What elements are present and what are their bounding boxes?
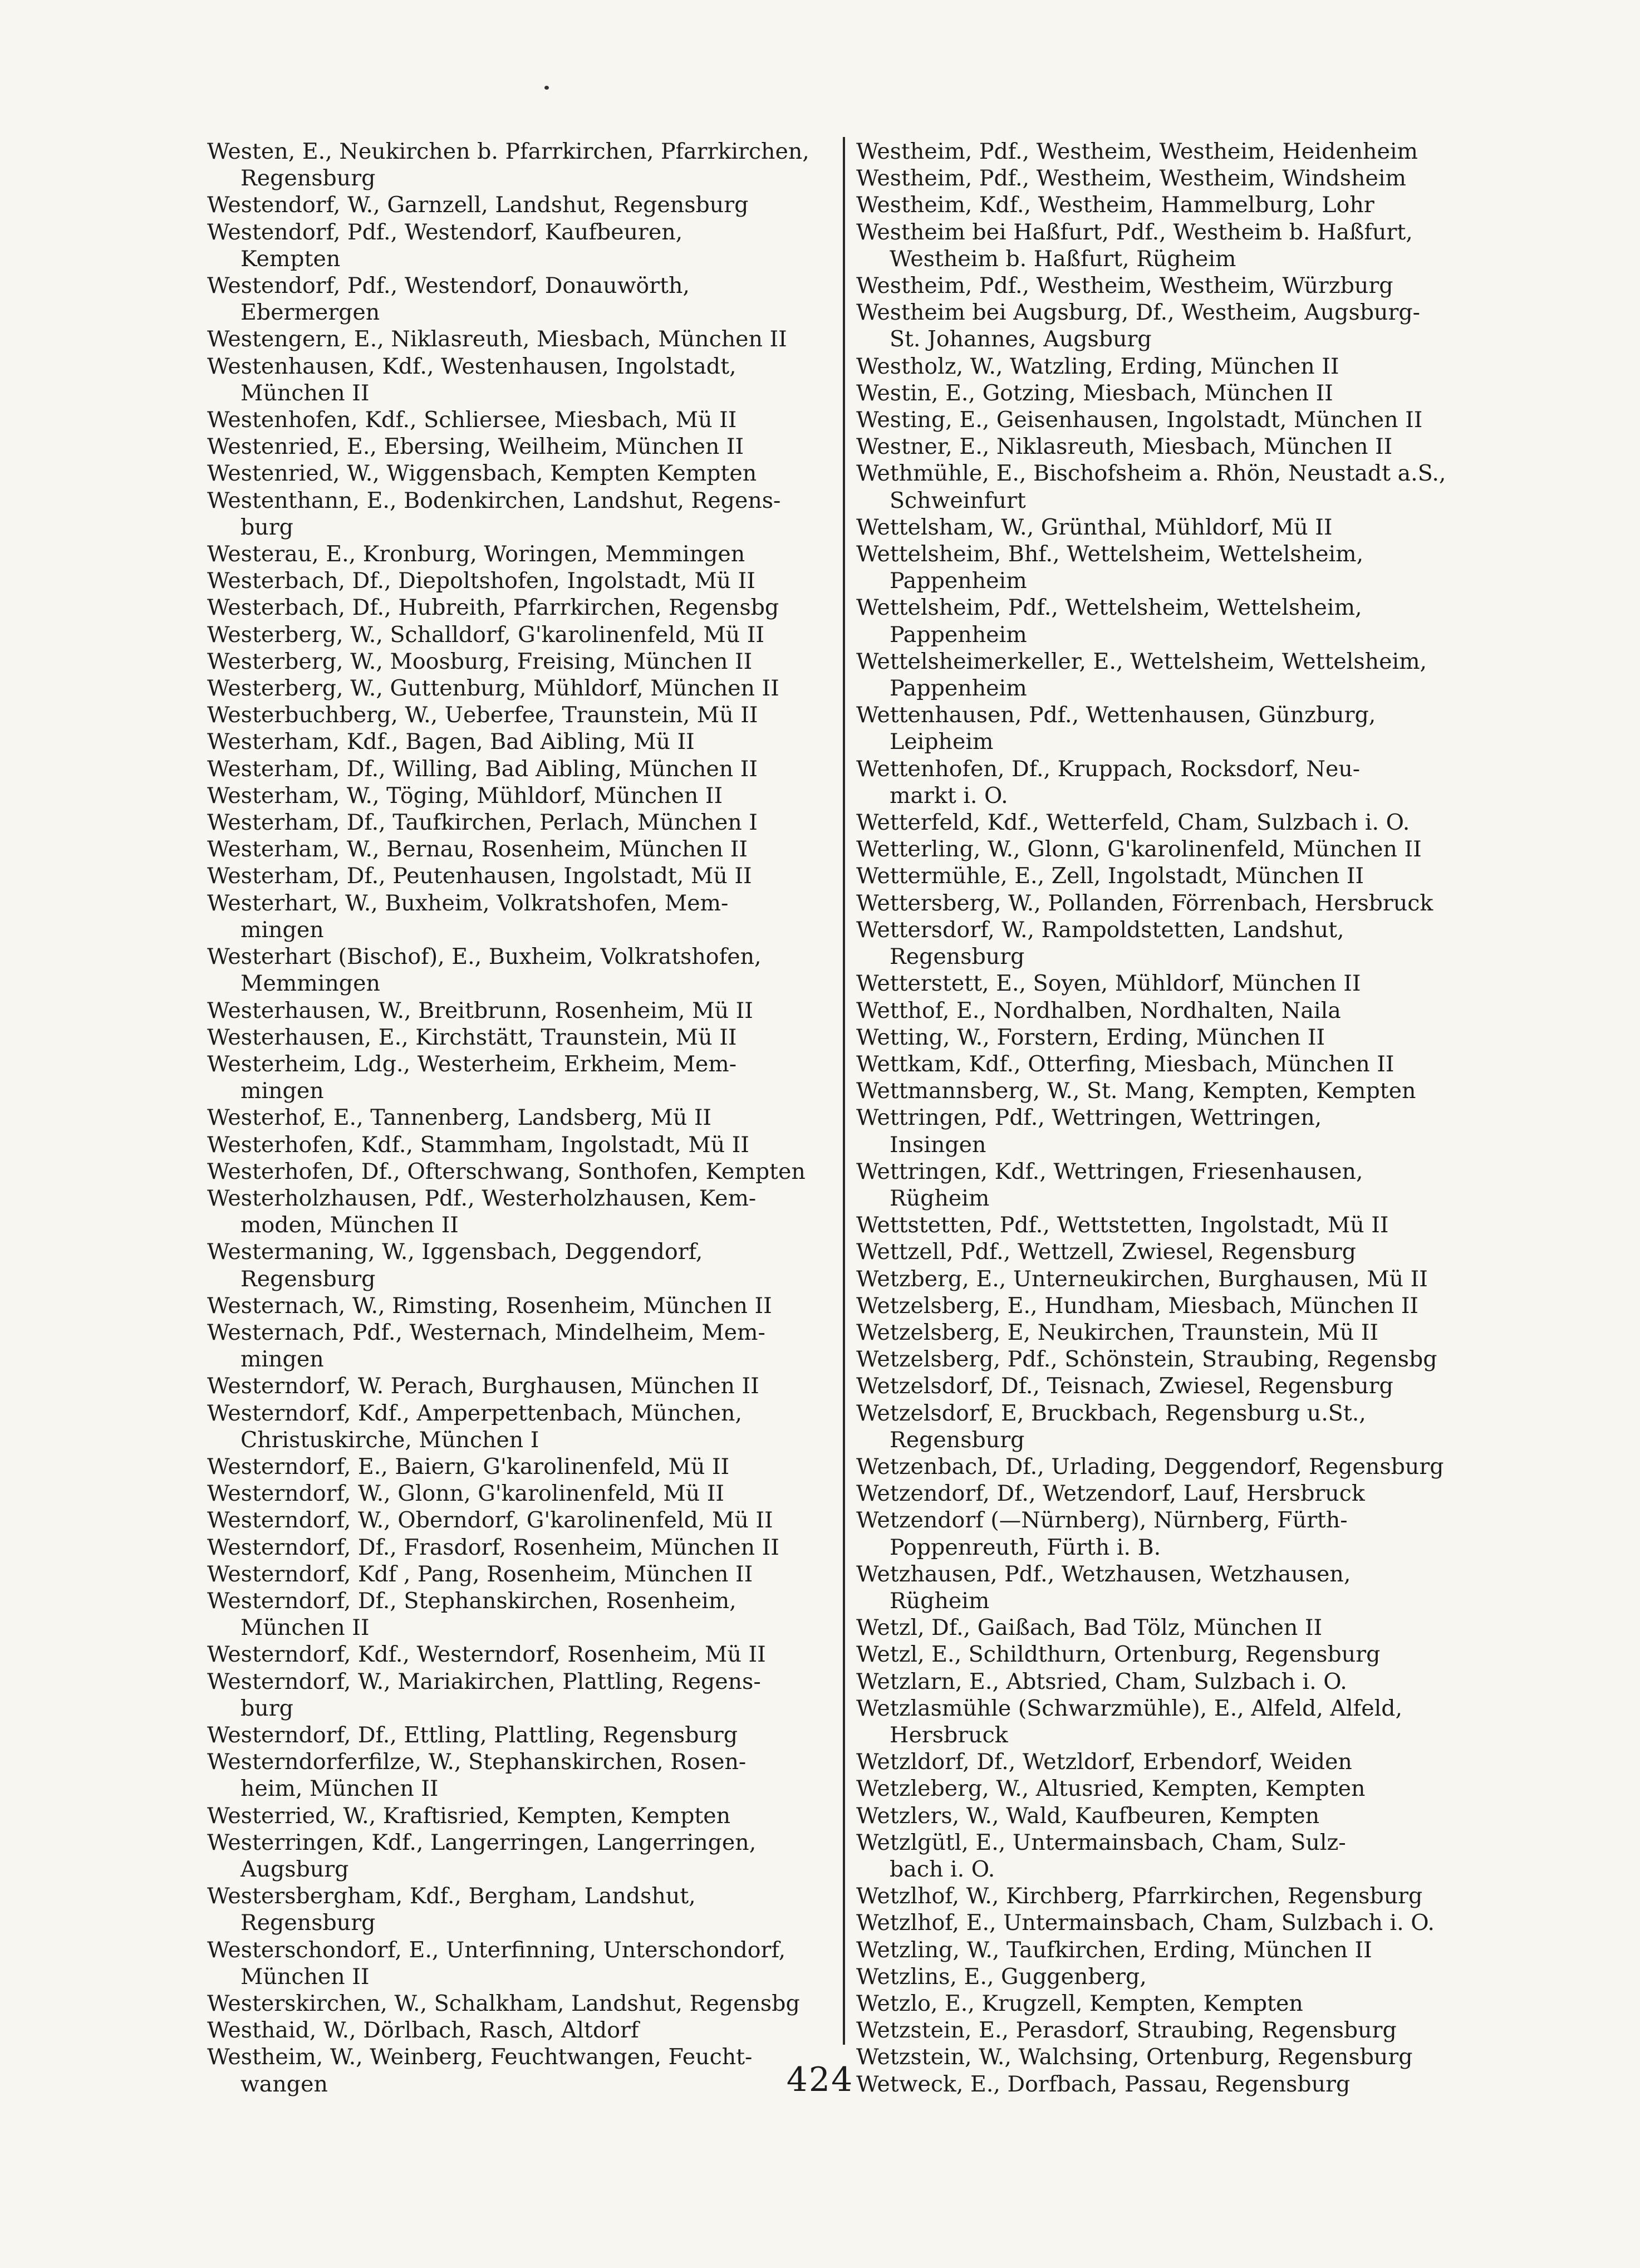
- gazetteer-entry: [207, 192, 809, 218]
- entry-text: Wetzenbach, Df., Urlading, Deggendorf, Regensburg: [856, 1453, 1444, 1480]
- entry-text: Wetzberg, E., Unterneukirchen, Burghausen, Mü II: [856, 1266, 1428, 1292]
- gazetteer-entry: [207, 1238, 809, 1292]
- entry-text: Wetzelsberg, Pdf., Schönstein, Straubing, Regensbg: [856, 1346, 1437, 1373]
- gazetteer-entry: [207, 460, 809, 487]
- gazetteer-entry: [856, 2017, 1446, 2044]
- gazetteer-entry: [856, 138, 1446, 165]
- entry-text: Westerhofen, Df., Ofterschwang, Sonthofen, Kempten: [207, 1158, 806, 1184]
- entry-text: Wetzling, W., Taufkirchen, Erding, München II: [856, 1937, 1372, 1963]
- gazetteer-entry: [856, 1668, 1446, 1695]
- gazetteer-entry: [856, 1883, 1446, 1909]
- gazetteer-entry: [856, 433, 1446, 460]
- entry-text: Westendorf, Pdf., Westendorf, Donauwörth,: [207, 273, 690, 299]
- entry-text: Wetting, W., Forstern, Erding, München II: [856, 1024, 1325, 1050]
- entry-text: Wetzelsberg, E., Hundham, Miesbach, München II: [856, 1292, 1419, 1319]
- entry-text: Wetterstett, E., Soyen, Mühldorf, München II: [856, 971, 1361, 997]
- gazetteer-entry: [856, 1373, 1446, 1399]
- gazetteer-entry: [856, 192, 1446, 218]
- gazetteer-entry: [207, 353, 809, 406]
- gazetteer-entry: [856, 1238, 1446, 1265]
- entry-text: Westerschondorf, E., Unterfinning, Unterschondorf,: [207, 1937, 786, 1963]
- column-divider: [843, 137, 845, 2045]
- gazetteer-entry: [856, 1077, 1446, 1104]
- entry-text: Westhaid, W., Dörlbach, Rasch, Altdorf: [207, 2017, 639, 2044]
- entry-text: Wettzell, Pdf., Wettzell, Zwiesel, Regensburg: [856, 1239, 1356, 1265]
- gazetteer-entry: [207, 1480, 809, 1507]
- entry-text: Westerndorf, Df., Stephanskirchen, Rosenheim,: [207, 1588, 736, 1614]
- gazetteer-entry: [207, 1158, 809, 1185]
- entry-text: Westerham, Kdf., Bagen, Bad Aibling, Mü II: [207, 729, 695, 755]
- entry-text: Westerndorf, W. Perach, Burghausen, München II: [207, 1373, 759, 1399]
- gazetteer-entry: [856, 1346, 1446, 1373]
- entry-text: Wetzendorf (—Nürnberg), Nürnberg, Fürth-: [856, 1507, 1348, 1534]
- gazetteer-entry: [207, 541, 809, 567]
- gazetteer-entry: [207, 433, 809, 460]
- entry-text: Westerndorferfilze, W., Stephanskirchen, Rosen-: [207, 1749, 747, 1775]
- gazetteer-entry: [207, 997, 809, 1024]
- entry-text: Wettringen, Kdf., Wettringen, Friesenhausen,: [856, 1158, 1363, 1184]
- gazetteer-entry: [207, 272, 809, 326]
- entry-text: Westerau, E., Kronburg, Woringen, Memmingen: [207, 541, 745, 567]
- entry-text: Westerndorf, E., Baiern, G'karolinenfeld, Mü II: [207, 1453, 730, 1480]
- gazetteer-entry: [856, 1266, 1446, 1292]
- gazetteer-entry: [856, 514, 1446, 541]
- entry-continuation: moden, München II: [240, 1212, 459, 1238]
- entry-text: Wetzendorf, Df., Wetzendorf, Lauf, Hersbruck: [856, 1481, 1365, 1507]
- entry-text: Westenhausen, Kdf., Westenhausen, Ingolstadt,: [207, 353, 736, 379]
- entry-text: Westholz, W., Watzling, Erding, München II: [856, 353, 1339, 379]
- entry-text: Wetzlasmühle (Schwarzmühle), E., Alfeld, Alfeld,: [856, 1695, 1403, 1721]
- entry-text: Westengern, E., Niklasreuth, Miesbach, München II: [207, 326, 787, 352]
- entry-text: Westerskirchen, W., Schalkham, Landshut, Regensbg: [207, 1991, 800, 2017]
- entry-text: Wetweck, E., Dorfbach, Passau, Regensburg: [856, 2071, 1351, 2097]
- entry-text: Westerndorf, W., Glonn, G'karolinenfeld, Mü II: [207, 1481, 724, 1507]
- entry-continuation: Regensburg: [240, 1266, 376, 1292]
- right-column: [856, 138, 1446, 2098]
- gazetteer-entry: [207, 1937, 809, 1990]
- gazetteer-entry: [856, 1051, 1446, 1077]
- gazetteer-entry: [856, 1400, 1446, 1453]
- entry-text: Wettstetten, Pdf., Wettstetten, Ingolstadt, Mü II: [856, 1212, 1389, 1238]
- entry-text: Westendorf, Pdf., Westendorf, Kaufbeuren,: [207, 219, 683, 245]
- entry-text: Wetzlins, E., Guggenberg,: [856, 1963, 1147, 1990]
- entry-text: Westenhofen, Kdf., Schliersee, Miesbach, Mü II: [207, 407, 737, 433]
- entry-continuation: Ebermergen: [240, 300, 380, 326]
- entry-text: Westerndorf, Kdf., Westerndorf, Rosenheim, Mü II: [207, 1642, 766, 1668]
- entry-text: Westermaning, W., Iggensbach, Deggendorf,: [207, 1239, 703, 1265]
- entry-continuation: bach i. O.: [890, 1856, 995, 1882]
- entry-continuation: Regensburg: [240, 165, 376, 192]
- gazetteer-entry: [856, 594, 1446, 648]
- gazetteer-entry: [856, 380, 1446, 406]
- entry-text: Wettenhausen, Pdf., Wettenhausen, Günzburg,: [856, 702, 1376, 728]
- gazetteer-entry: [207, 1319, 809, 1373]
- gazetteer-entry: [856, 541, 1446, 594]
- entry-text: Westerhart, W., Buxheim, Volkratshofen, Mem-: [207, 890, 729, 916]
- entry-text: Westerham, Df., Peutenhausen, Ingolstadt, Mü II: [207, 863, 752, 889]
- gazetteer-entry: [856, 836, 1446, 863]
- entry-text: Wetzelsberg, E, Neukirchen, Traunstein, Mü II: [856, 1319, 1378, 1345]
- gazetteer-entry: [207, 1507, 809, 1534]
- entry-text: Westerried, W., Kraftisried, Kempten, Kempten: [207, 1802, 731, 1829]
- gazetteer-entry: [856, 1695, 1446, 1748]
- entry-text: Westerndorf, W., Mariakirchen, Plattling, Regens-: [207, 1668, 761, 1694]
- gazetteer-entry: [207, 219, 809, 272]
- entry-continuation: Memmingen: [240, 971, 380, 997]
- entry-continuation: Westheim b. Haßfurt, Rügheim: [890, 246, 1236, 272]
- gazetteer-entry: [207, 1829, 809, 1883]
- gazetteer-entry: [856, 1829, 1446, 1883]
- entry-continuation: Regensburg: [890, 944, 1025, 970]
- gazetteer-entry: [207, 1400, 809, 1453]
- entry-continuation: Kempten: [240, 246, 341, 272]
- gazetteer-entry: [207, 594, 809, 621]
- entry-text: Westerham, W., Bernau, Rosenheim, München II: [207, 836, 748, 863]
- entry-text: Westenried, E., Ebersing, Weilheim, München II: [207, 434, 744, 460]
- entry-text: Westerham, Df., Willing, Bad Aibling, München II: [207, 756, 758, 782]
- gazetteer-entry: [856, 1158, 1446, 1212]
- entry-continuation: Regensburg: [240, 1910, 376, 1936]
- entry-text: Westenried, W., Wiggensbach, Kempten Kempten: [207, 461, 757, 487]
- entry-continuation: München II: [240, 380, 370, 406]
- entry-continuation: Pappenheim: [890, 621, 1027, 648]
- entry-text: Westerham, Df., Taufkirchen, Perlach, München I: [207, 810, 758, 836]
- entry-text: Wettkam, Kdf., Otterfing, Miesbach, München II: [856, 1051, 1395, 1077]
- print-speck: [544, 86, 549, 90]
- entry-text: Westheim, Pdf., Westheim, Westheim, Windsheim: [856, 165, 1406, 192]
- entry-continuation: mingen: [240, 1078, 324, 1104]
- gazetteer-entry: [856, 1641, 1446, 1668]
- gazetteer-entry: [856, 406, 1446, 433]
- entry-text: Westerhart (Bischof), E., Buxheim, Volkratshofen,: [207, 944, 762, 970]
- entry-text: Westerhof, E., Tannenberg, Landsberg, Mü II: [207, 1105, 712, 1131]
- entry-text: Wetterling, W., Glonn, G'karolinenfeld, München II: [856, 836, 1422, 863]
- gazetteer-entry: [207, 782, 809, 809]
- gazetteer-entry: [856, 272, 1446, 299]
- gazetteer-entry: [856, 1909, 1446, 1936]
- entry-text: Westerhofen, Kdf., Stammham, Ingolstadt, Mü II: [207, 1131, 749, 1158]
- entry-text: Westen, E., Neukirchen b. Pfarrkirchen, Pfarrkirchen,: [207, 139, 809, 164]
- gazetteer-entry: [207, 1641, 809, 1668]
- entry-text: Westerhausen, W., Breitbrunn, Rosenheim, Mü II: [207, 997, 753, 1023]
- entry-text: Westheim, Pdf., Westheim, Westheim, Würzburg: [856, 273, 1393, 299]
- entry-text: Westerhausen, E., Kirchstätt, Traunstein, Mü II: [207, 1024, 737, 1050]
- gazetteer-entry: [856, 165, 1446, 192]
- entry-text: Wetzelsdorf, E, Bruckbach, Regensburg u.St.,: [856, 1400, 1366, 1426]
- entry-text: Westerbach, Df., Diepoltshofen, Ingolstadt, Mü II: [207, 568, 755, 594]
- entry-continuation: burg: [240, 1695, 293, 1721]
- entry-text: Westerham, W., Töging, Mühldorf, München II: [207, 782, 723, 809]
- gazetteer-entry: [856, 219, 1446, 272]
- gazetteer-entry: [856, 997, 1446, 1024]
- gazetteer-entry: [207, 1722, 809, 1748]
- entry-text: Westheim, W., Weinberg, Feuchtwangen, Feucht-: [207, 2044, 753, 2070]
- entry-text: Wettelsham, W., Grünthal, Mühldorf, Mü II: [856, 514, 1333, 540]
- gazetteer-entry: [207, 943, 809, 997]
- gazetteer-entry: [207, 1373, 809, 1399]
- entry-text: Wettenhofen, Df., Kruppach, Rocksdorf, Neu-: [856, 756, 1361, 782]
- gazetteer-entry: [207, 1802, 809, 1829]
- entry-text: Wetzlhof, W., Kirchberg, Pfarrkirchen, Regensburg: [856, 1883, 1423, 1909]
- entry-text: Westernach, W., Rimsting, Rosenheim, München II: [207, 1292, 772, 1319]
- gazetteer-entry: [207, 326, 809, 352]
- gazetteer-entry: [856, 1292, 1446, 1319]
- entry-continuation: mingen: [240, 917, 324, 943]
- gazetteer-entry: [207, 1561, 809, 1588]
- gazetteer-entry: [856, 1561, 1446, 1614]
- entry-text: Westersbergham, Kdf., Bergham, Landshut,: [207, 1883, 696, 1909]
- entry-text: Westerbach, Df., Hubreith, Pfarrkirchen, Regensbg: [207, 595, 779, 621]
- entry-continuation: Christuskirche, München I: [240, 1427, 539, 1453]
- entry-text: Wetzlarn, E., Abtsried, Cham, Sulzbach i. O.: [856, 1668, 1347, 1694]
- entry-text: Wettelsheim, Pdf., Wettelsheim, Wettelsheim,: [856, 595, 1362, 621]
- entry-continuation: Regensburg: [890, 1427, 1025, 1453]
- entry-continuation: wangen: [240, 2071, 328, 2097]
- entry-text: Westheim bei Haßfurt, Pdf., Westheim b. Haßfurt,: [856, 219, 1413, 245]
- gazetteer-entry: [856, 1024, 1446, 1051]
- gazetteer-entry: [207, 863, 809, 889]
- entry-text: Westerberg, W., Guttenburg, Mühldorf, München II: [207, 675, 779, 702]
- entry-continuation: Rügheim: [890, 1588, 990, 1614]
- gazetteer-entry: [856, 809, 1446, 836]
- entry-text: Wetzlers, W., Wald, Kaufbeuren, Kempten: [856, 1802, 1320, 1829]
- gazetteer-entry: [856, 299, 1446, 352]
- gazetteer-entry: [207, 621, 809, 648]
- entry-text: Westerndorf, Kdf., Amperpettenbach, München,: [207, 1400, 743, 1426]
- gazetteer-entry: [856, 1990, 1446, 2017]
- entry-text: Westin, E., Gotzing, Miesbach, München II: [856, 380, 1333, 406]
- entry-text: Westendorf, W., Garnzell, Landshut, Regensburg: [207, 192, 749, 218]
- gazetteer-entry: [207, 675, 809, 702]
- entry-continuation: markt i. O.: [890, 782, 1008, 809]
- entry-text: Westerndorf, Kdf , Pang, Rosenheim, München II: [207, 1561, 753, 1587]
- entry-text: Westerndorf, W., Oberndorf, G'karolinenfeld, Mü II: [207, 1507, 773, 1534]
- entry-continuation: Augsburg: [240, 1856, 349, 1882]
- gazetteer-entry: [856, 1748, 1446, 1775]
- gazetteer-entry: [856, 1775, 1446, 1802]
- entry-text: Westheim, Kdf., Westheim, Hammelburg, Lohr: [856, 192, 1374, 218]
- entry-text: Wetterfeld, Kdf., Wetterfeld, Cham, Sulzbach i. O.: [856, 810, 1410, 836]
- gazetteer-entry: [207, 138, 809, 192]
- entry-continuation: Poppenreuth, Fürth i. B.: [890, 1534, 1161, 1560]
- gazetteer-entry: [856, 1104, 1446, 1158]
- gazetteer-entry: [856, 1937, 1446, 1963]
- gazetteer-entry: [856, 702, 1446, 755]
- gazetteer-entry: [207, 702, 809, 728]
- entry-text: Wetzstein, W., Walchsing, Ortenburg, Regensburg: [856, 2044, 1413, 2070]
- entry-text: Westheim bei Augsburg, Df., Westheim, Augsburg-: [856, 300, 1420, 326]
- entry-text: Westerndorf, Df., Ettling, Plattling, Regensburg: [207, 1722, 738, 1748]
- gazetteer-entry: [207, 728, 809, 755]
- gazetteer-entry: [207, 487, 809, 541]
- gazetteer-entry: [856, 1212, 1446, 1238]
- entry-continuation: burg: [240, 514, 293, 540]
- entry-text: Westerheim, Ldg., Westerheim, Erkheim, Mem-: [207, 1051, 737, 1077]
- entry-text: Wetzleberg, W., Altusried, Kempten, Kempten: [856, 1776, 1366, 1802]
- entry-continuation: Pappenheim: [890, 675, 1027, 702]
- gazetteer-entry: [207, 567, 809, 594]
- gazetteer-entry: [856, 917, 1446, 970]
- entry-text: Wettermühle, E., Zell, Ingolstadt, München II: [856, 863, 1364, 889]
- gazetteer-entry: [207, 1668, 809, 1722]
- entry-text: Westernach, Pdf., Westernach, Mindelheim, Mem-: [207, 1319, 765, 1345]
- entry-continuation: Hersbruck: [890, 1722, 1008, 1748]
- entry-text: Westenthann, E., Bodenkirchen, Landshut, Regens-: [207, 487, 781, 513]
- gazetteer-entry: [856, 863, 1446, 889]
- entry-text: Wettersdorf, W., Rampoldstetten, Landshut,: [856, 917, 1344, 943]
- gazetteer-entry: [207, 809, 809, 836]
- gazetteer-entry: [856, 1802, 1446, 1829]
- gazetteer-entry: [207, 1051, 809, 1104]
- entry-text: Wetzlo, E., Krugzell, Kempten, Kempten: [856, 1991, 1303, 2017]
- entry-text: Westerbuchberg, W., Ueberfee, Traunstein, Mü II: [207, 702, 758, 728]
- gazetteer-entry: [207, 1185, 809, 1238]
- entry-continuation: Leipheim: [890, 729, 994, 755]
- entry-text: Wettringen, Pdf., Wettringen, Wettringen,: [856, 1105, 1322, 1131]
- entry-text: Wetzl, Df., Gaißach, Bad Tölz, München II: [856, 1615, 1323, 1641]
- gazetteer-entry: [207, 1883, 809, 1936]
- entry-text: Wettelsheim, Bhf., Wettelsheim, Wettelsheim,: [856, 541, 1364, 567]
- left-column: [207, 138, 809, 2098]
- gazetteer-entry: [207, 1024, 809, 1051]
- entry-continuation: mingen: [240, 1346, 324, 1373]
- entry-text: Wetzstein, E., Perasdorf, Straubing, Regensburg: [856, 2017, 1397, 2044]
- gazetteer-entry: [856, 1319, 1446, 1346]
- entry-text: Wettelsheimerkeller, E., Wettelsheim, Wettelsheim,: [856, 648, 1427, 674]
- entry-continuation: heim, München II: [240, 1776, 439, 1802]
- entry-text: Westerberg, W., Schalldorf, G'karolinenfeld, Mü II: [207, 621, 764, 648]
- gazetteer-entry: [856, 648, 1446, 702]
- entry-text: Wetzldorf, Df., Wetzldorf, Erbendorf, Weiden: [856, 1749, 1352, 1775]
- entry-text: Wethmühle, E., Bischofsheim a. Rhön, Neustadt a.S.,: [856, 461, 1446, 487]
- entry-text: Wettersberg, W., Pollanden, Förrenbach, Hersbruck: [856, 890, 1433, 916]
- gazetteer-entry: [856, 890, 1446, 917]
- entry-continuation: München II: [240, 1963, 370, 1990]
- entry-continuation: Rügheim: [890, 1185, 990, 1211]
- gazetteer-entry: [856, 1480, 1446, 1507]
- gazetteer-entry: [207, 1588, 809, 1641]
- gazetteer-entry: [207, 1453, 809, 1480]
- gazetteer-entry: [856, 756, 1446, 809]
- entry-text: Westheim, Pdf., Westheim, Westheim, Heidenheim: [856, 139, 1418, 164]
- gazetteer-entry: [856, 353, 1446, 380]
- entry-continuation: St. Johannes, Augsburg: [890, 326, 1152, 352]
- gazetteer-entry: [207, 1131, 809, 1158]
- gazetteer-entry: [856, 1614, 1446, 1641]
- gazetteer-entry: [207, 1292, 809, 1319]
- entry-continuation: Pappenheim: [890, 568, 1027, 594]
- entry-text: Wettmannsberg, W., St. Mang, Kempten, Kempten: [856, 1078, 1416, 1104]
- gazetteer-entry: [207, 756, 809, 782]
- entry-text: Westerholzhausen, Pdf., Westerholzhausen, Kem-: [207, 1185, 757, 1211]
- entry-text: Wetzhausen, Pdf., Wetzhausen, Wetzhausen,: [856, 1561, 1351, 1587]
- page-number: 424: [786, 2060, 854, 2099]
- entry-continuation: Insingen: [890, 1131, 986, 1158]
- gazetteer-entry: [207, 1534, 809, 1561]
- entry-text: Westerndorf, Df., Frasdorf, Rosenheim, München II: [207, 1534, 779, 1560]
- entry-continuation: München II: [240, 1615, 370, 1641]
- gazetteer-entry: [207, 836, 809, 863]
- entry-text: Westner, E., Niklasreuth, Miesbach, München II: [856, 434, 1393, 460]
- entry-continuation: Schweinfurt: [890, 487, 1026, 513]
- gazetteer-entry: [207, 1748, 809, 1802]
- gazetteer-entry: [856, 1507, 1446, 1560]
- entry-text: Wetzl, E., Schildthurn, Ortenburg, Regensburg: [856, 1642, 1381, 1668]
- entry-text: Wetzlhof, E., Untermainsbach, Cham, Sulzbach i. O.: [856, 1910, 1435, 1936]
- entry-text: Wetzelsdorf, Df., Teisnach, Zwiesel, Regensburg: [856, 1373, 1393, 1399]
- entry-text: Westerberg, W., Moosburg, Freising, München II: [207, 648, 753, 674]
- entry-text: Westing, E., Geisenhausen, Ingolstadt, München II: [856, 407, 1423, 433]
- gazetteer-entry: [856, 1963, 1446, 1990]
- gazetteer-entry: [856, 460, 1446, 513]
- gazetteer-entry: [207, 406, 809, 433]
- entry-text: Wetthof, E., Nordhalben, Nordhalten, Naila: [856, 997, 1341, 1023]
- gazetteer-entry: [856, 970, 1446, 997]
- gazetteer-entry: [207, 1990, 809, 2017]
- gazetteer-entry: [207, 1104, 809, 1131]
- gazetteer-entry: [207, 648, 809, 675]
- gazetteer-entry: [856, 1453, 1446, 1480]
- gazetteer-entry: [207, 2017, 809, 2044]
- entry-text: Westerringen, Kdf., Langerringen, Langerringen,: [207, 1829, 757, 1855]
- gazetteer-entry: [207, 890, 809, 943]
- entry-text: Wetzlgütl, E., Untermainsbach, Cham, Sulz-: [856, 1829, 1346, 1855]
